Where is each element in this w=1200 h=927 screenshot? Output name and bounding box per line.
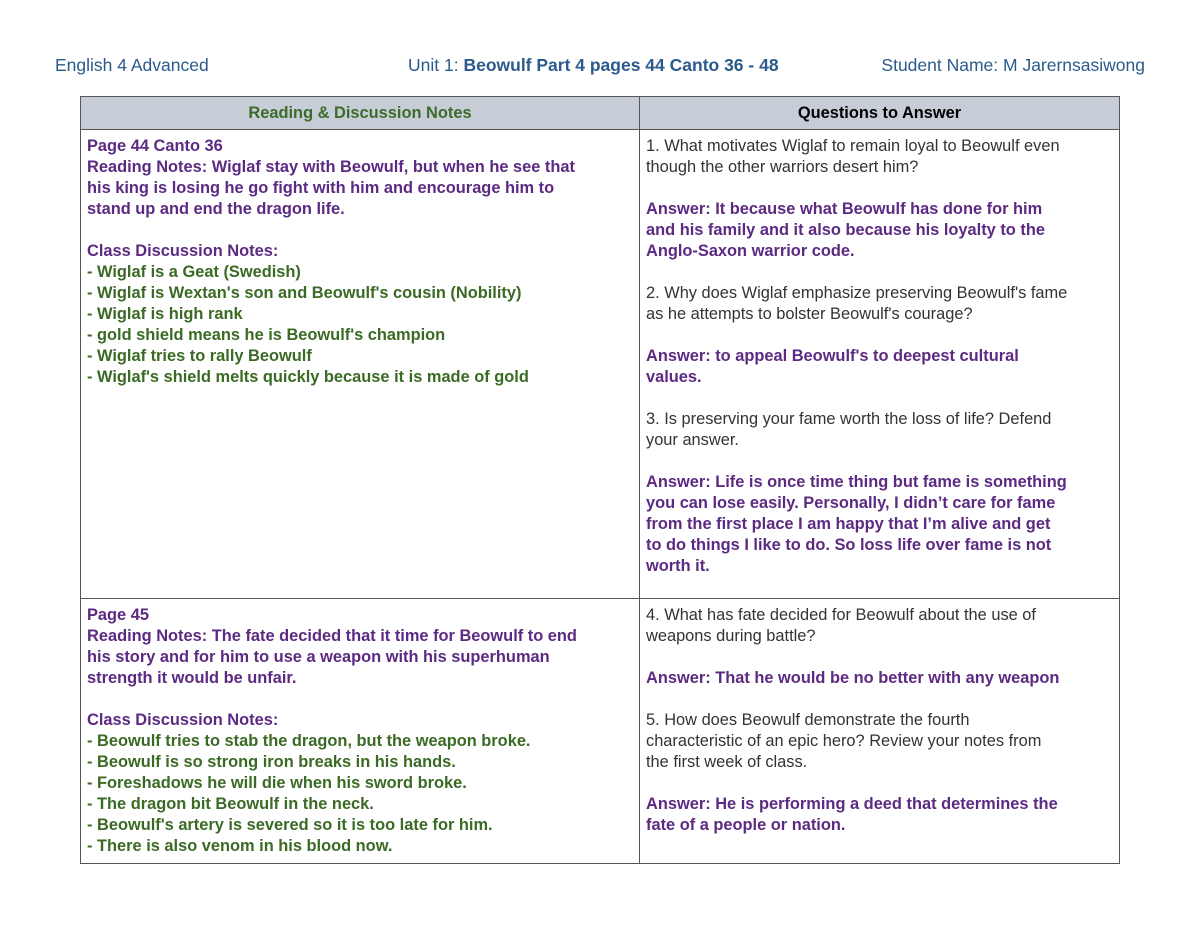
discussion-item: - There is also venom in his blood now. [87, 837, 393, 855]
question-line: characteristic of an epic hero? Review your notes from [646, 732, 1042, 750]
reading-notes-line: stand up and end the dragon life. [87, 200, 345, 218]
spacer [646, 178, 1113, 199]
page-label: Page 44 Canto 36 [87, 137, 223, 155]
table-row [81, 130, 1120, 599]
answer-line: Anglo-Saxon warrior code. [646, 242, 855, 260]
discussion-item: - Wiglaf is high rank [87, 305, 243, 323]
discussion-item: - Wiglaf is a Geat (Swedish) [87, 263, 301, 281]
table-header-row [81, 97, 1120, 130]
answer-line: fate of a people or nation. [646, 816, 846, 834]
notes-cell [81, 599, 640, 864]
discussion-item: - Beowulf tries to stab the dragon, but the weapon broke. [87, 732, 531, 750]
discussion-item: - gold shield means he is Beowulf's champion [87, 326, 446, 344]
spacer [646, 262, 1113, 283]
answer-line: Answer: Life is once time thing but fame is something [646, 473, 1067, 491]
unit-prefix: Unit 1: [408, 55, 464, 75]
reading-notes-line: Reading Notes: The fate decided that it time for Beowulf to end [87, 627, 577, 645]
spacer [646, 773, 1113, 794]
discussion-item: - Beowulf's artery is severed so it is too late for him. [87, 816, 493, 834]
question-line: as he attempts to bolster Beowulf's courage? [646, 305, 973, 323]
answer-line: Answer: That he would be no better with any weapon [646, 669, 1060, 687]
reading-notes-line: Reading Notes: Wiglaf stay with Beowulf, but when he see that [87, 158, 575, 176]
course-name: English 4 Advanced [55, 55, 209, 75]
answer-line: you can lose easily. Personally, I didn’t care for fame [646, 494, 1056, 512]
question-line: 5. How does Beowulf demonstrate the fourth [646, 711, 970, 729]
question-line: 2. Why does Wiglaf emphasize preserving Beowulf's fame [646, 284, 1068, 302]
notes-table [80, 96, 1120, 864]
reading-notes-line: his story and for him to use a weapon with his superhuman [87, 648, 550, 666]
answer-line: Answer: to appeal Beowulf's to deepest cultural [646, 347, 1019, 365]
discussion-item: - Wiglaf's shield melts quickly because it is made of gold [87, 368, 529, 386]
answer-line: and his family and it also because his loyalty to the [646, 221, 1045, 239]
spacer [87, 220, 633, 241]
page-header [55, 55, 1145, 79]
question-line: though the other warriors desert him? [646, 158, 919, 176]
notes-cell [81, 130, 640, 599]
answer-line: to do things I like to do. So loss life over fame is not [646, 536, 1052, 554]
discussion-item: - Wiglaf is Wextan's son and Beowulf's cousin (Nobility) [87, 284, 522, 302]
spacer [646, 647, 1113, 668]
student-name: Student Name: M Jarernsasiwong [881, 55, 1145, 75]
questions-cell [640, 599, 1120, 864]
spacer [87, 689, 633, 710]
reading-notes-line: strength it would be unfair. [87, 669, 297, 687]
spacer [646, 325, 1113, 346]
answer-line: from the first place I am happy that I’m alive and get [646, 515, 1051, 533]
reading-notes-line: his king is losing he go fight with him and encourage him to [87, 179, 555, 197]
table-row [81, 599, 1120, 864]
question-line: weapons during battle? [646, 627, 816, 645]
col-header-questions: Questions to Answer [640, 97, 1120, 130]
question-line: the first week of class. [646, 753, 808, 771]
question-line: 4. What has fate decided for Beowulf about the use of [646, 606, 1036, 624]
page-label: Page 45 [87, 606, 149, 624]
discussion-item: - Beowulf is so strong iron breaks in his hands. [87, 753, 456, 771]
discussion-item: - Foreshadows he will die when his sword broke. [87, 774, 467, 792]
unit-title-bold: Beowulf Part 4 pages 44 Canto 36 - 48 [463, 55, 779, 75]
spacer [646, 451, 1113, 472]
question-line: 3. Is preserving your fame worth the loss of life? Defend [646, 410, 1052, 428]
answer-line: Answer: He is performing a deed that determines the [646, 795, 1058, 813]
unit-title [408, 55, 779, 76]
spacer [646, 388, 1113, 409]
discussion-title: Class Discussion Notes: [87, 711, 279, 729]
col-header-reading-notes: Reading & Discussion Notes [81, 97, 640, 130]
spacer [646, 689, 1113, 710]
discussion-item: - The dragon bit Beowulf in the neck. [87, 795, 374, 813]
question-line: 1. What motivates Wiglaf to remain loyal to Beowulf even [646, 137, 1060, 155]
discussion-item: - Wiglaf tries to rally Beowulf [87, 347, 312, 365]
questions-cell [640, 130, 1120, 599]
question-line: your answer. [646, 431, 739, 449]
answer-line: Answer: It because what Beowulf has done for him [646, 200, 1043, 218]
discussion-title: Class Discussion Notes: [87, 242, 279, 260]
answer-line: worth it. [646, 557, 710, 575]
answer-line: values. [646, 368, 702, 386]
